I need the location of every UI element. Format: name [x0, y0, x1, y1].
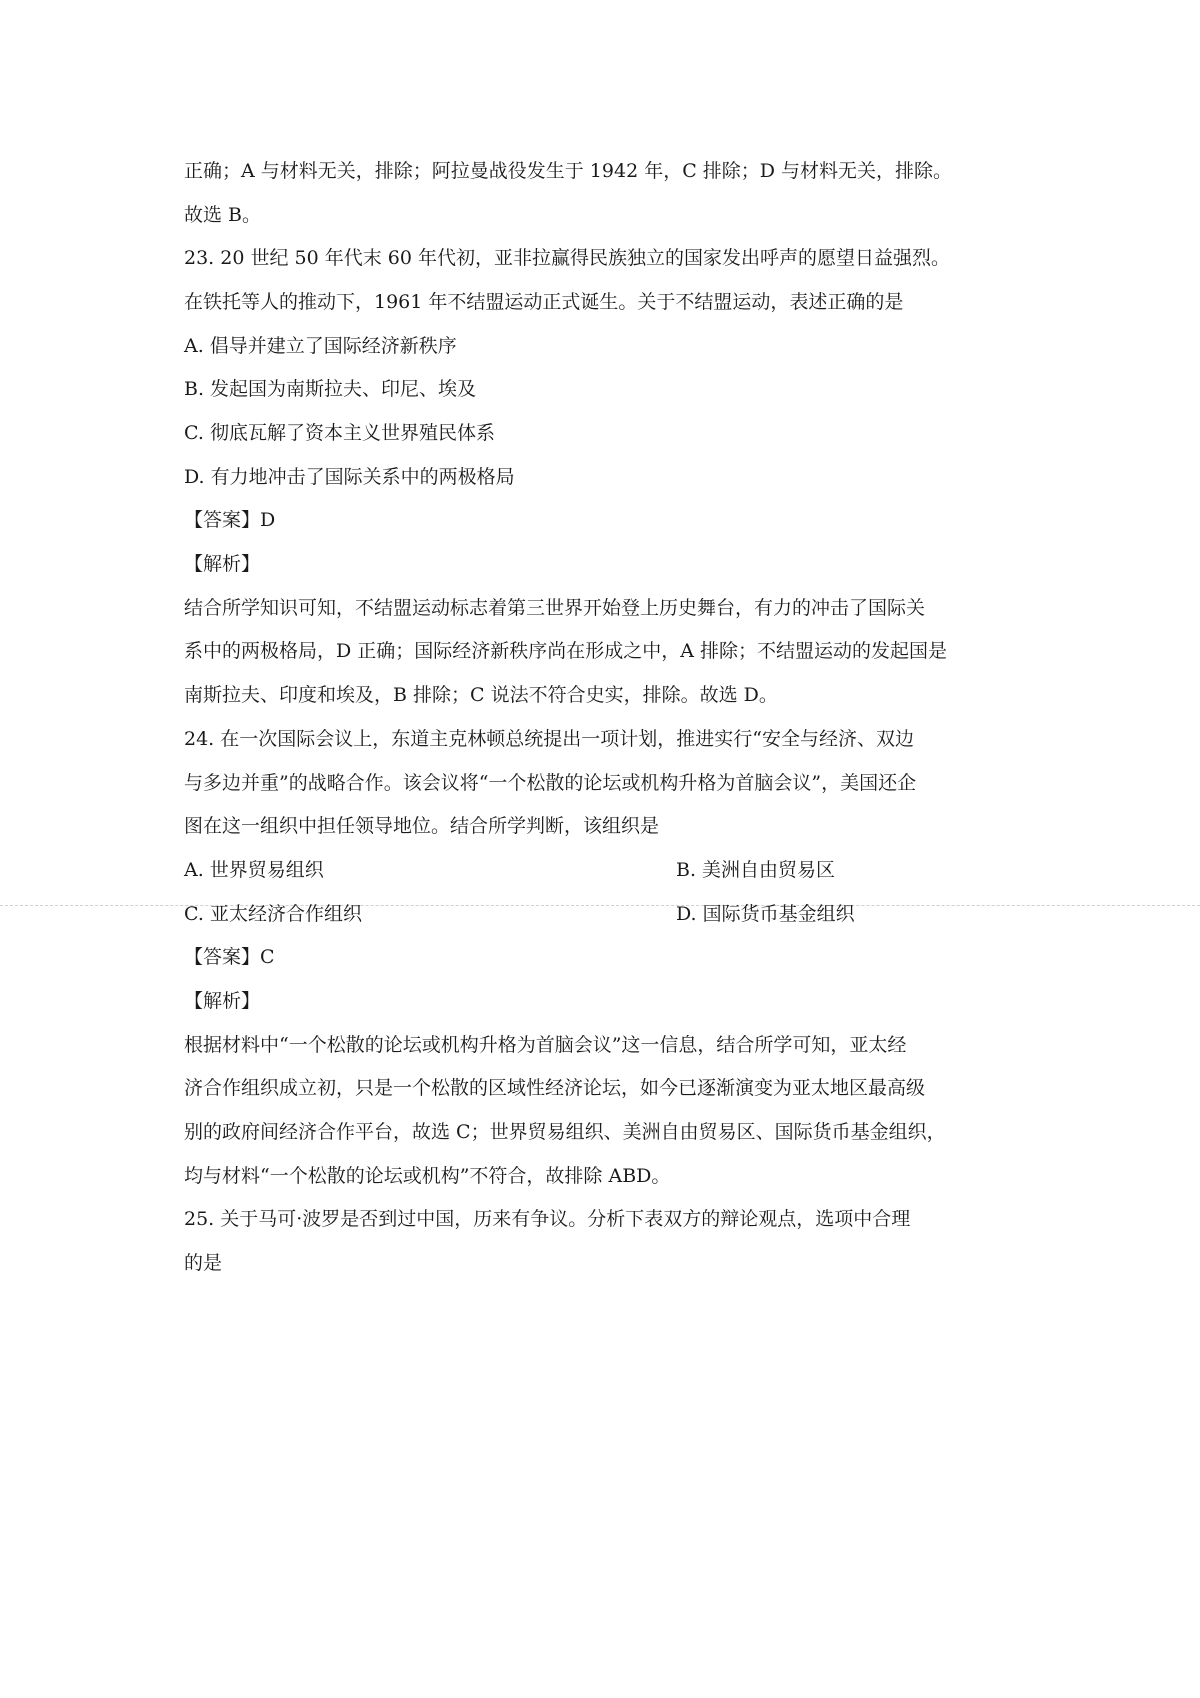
question-24-option-a: A. 世界贸易组织 — [184, 859, 324, 881]
question-24-option-d: D. 国际货币基金组织 — [676, 903, 855, 925]
question-23-analysis: 系中的两极格局，D 正确；国际经济新秩序尚在形成之中，A 排除；不结盟运动的发起国是 — [184, 640, 948, 662]
question-25-stem: 的是 — [184, 1252, 223, 1274]
question-23-option-b: B. 发起国为南斯拉夫、印尼、埃及 — [184, 378, 477, 400]
question-23-analysis-heading: 【解析】 — [184, 553, 261, 575]
question-25-stem: 25. 关于马可·波罗是否到过中国，历来有争议。分析下表双方的辩论观点，选项中合理 — [184, 1208, 911, 1230]
question-23-answer: 【答案】D — [184, 509, 276, 531]
question-23-option-c: C. 彻底瓦解了资本主义世界殖民体系 — [184, 422, 495, 444]
question-24-stem: 与多边并重”的战略合作。该会议将“一个松散的论坛或机构升格为首脑会议”，美国还企 — [184, 772, 917, 794]
question-24-analysis: 根据材料中“一个松散的论坛或机构升格为首脑会议”这一信息，结合所学可知，亚太经 — [184, 1034, 907, 1056]
question-23-analysis: 南斯拉夫、印度和埃及，B 排除；C 说法不符合史实，排除。故选 D。 — [184, 684, 778, 706]
question-24-answer: 【答案】C — [184, 946, 275, 968]
question-24-stem: 图在这一组织中担任领导地位。结合所学判断，该组织是 — [184, 815, 660, 837]
text-line: 正确；A 与材料无关，排除；阿拉曼战役发生于 1942 年，C 排除；D 与材料无关，排除。 — [184, 160, 953, 182]
question-24-option-c: C. 亚太经济合作组织 — [184, 903, 362, 925]
question-24-stem: 24. 在一次国际会议上，东道主克林顿总统提出一项计划，推进实行“安全与经济、双边 — [184, 728, 914, 750]
question-24-option-b: B. 美洲自由贸易区 — [676, 859, 836, 881]
question-23-stem: 23. 20 世纪 50 年代末 60 年代初，亚非拉赢得民族独立的国家发出呼声的愿望日益强烈。 — [184, 247, 950, 269]
question-23-stem: 在铁托等人的推动下，1961 年不结盟运动正式诞生。关于不结盟运动，表述正确的是 — [184, 291, 904, 313]
question-24-analysis: 均与材料“一个松散的论坛或机构”不符合，故排除 ABD。 — [184, 1165, 671, 1187]
text-line: 故选 B。 — [184, 204, 262, 226]
question-23-option-a: A. 倡导并建立了国际经济新秩序 — [184, 335, 457, 357]
question-23-analysis: 结合所学知识可知，不结盟运动标志着第三世界开始登上历史舞台，有力的冲击了国际关 — [184, 597, 926, 619]
question-24-analysis: 济合作组织成立初，只是一个松散的区域性经济论坛，如今已逐渐演变为亚太地区最高级 — [184, 1077, 926, 1099]
question-24-analysis-heading: 【解析】 — [184, 990, 261, 1012]
question-23-option-d: D. 有力地冲击了国际关系中的两极格局 — [184, 466, 515, 488]
question-24-analysis: 别的政府间经济合作平台，故选 C；世界贸易组织、美洲自由贸易区、国际货币基金组织， — [184, 1121, 946, 1143]
page-divider — [0, 905, 1200, 906]
